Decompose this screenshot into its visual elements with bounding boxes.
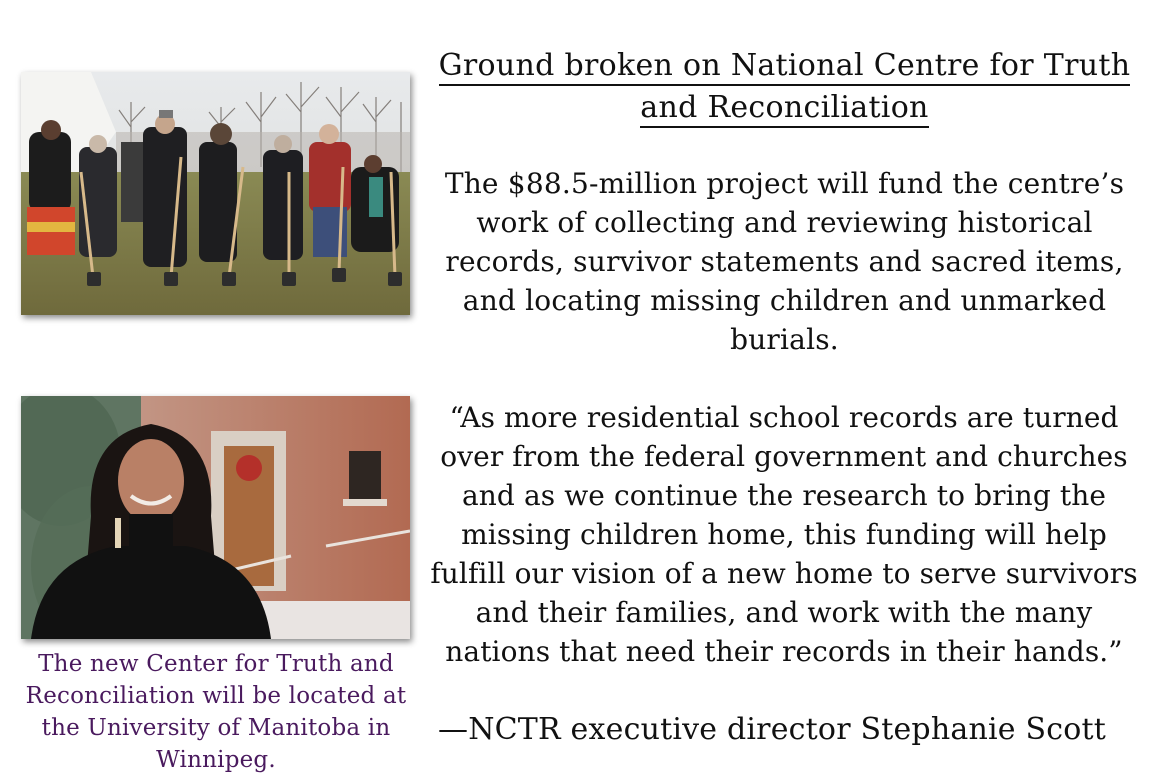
pull-quote: “As more residential school records are turned over from the federal government and churches and as we continue the research to bring the missing children home, this funding will help fulfill our vision of a new home to serve survivors and their families, and work with the many nations that need their records in their hands.” <box>430 401 1138 668</box>
groundbreaking-photo <box>21 72 410 315</box>
headline-line-2: and Reconciliation <box>640 90 928 128</box>
quote-attribution: —NCTR executive director Stephanie Scott <box>438 712 1106 747</box>
photo-caption: The new Center for Truth and Reconciliation will be located at the University of Manitoba in Winnipeg. <box>25 651 407 773</box>
headline <box>432 46 1137 130</box>
headline-line-1: Ground broken on National Centre for Truth <box>439 48 1131 86</box>
article-paragraph: The $88.5-million project will fund the centre’s work of collecting and reviewing historical records, survivor statements and sacred items, and locating missing children and unmarked burials. <box>444 167 1125 356</box>
portrait-photo <box>21 396 410 639</box>
